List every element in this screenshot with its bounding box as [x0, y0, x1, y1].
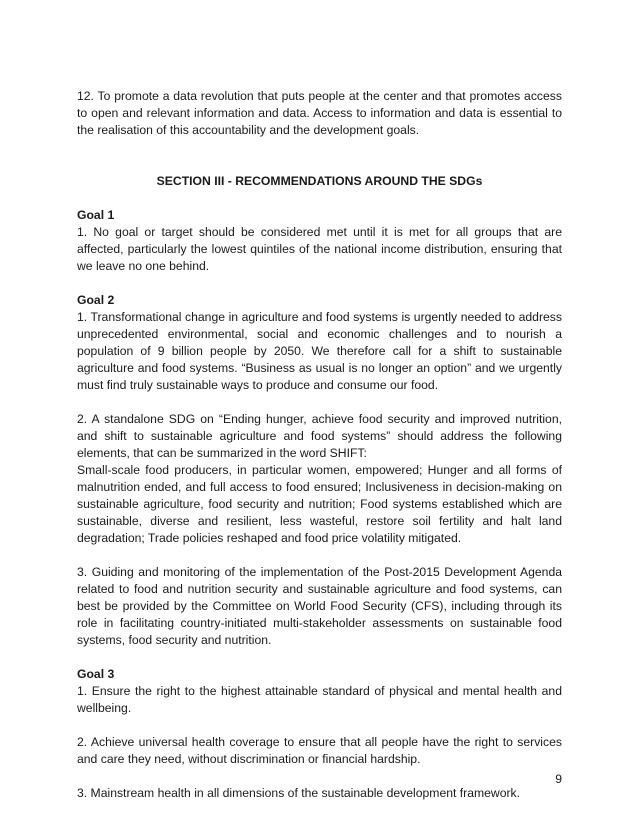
paragraph-12: 12. To promote a data revolution that puts people at the center and that promotes access to open and relevant information and data. Access to information and data is essential to the realisation of this accountability and the development goals.: [77, 89, 562, 137]
page-number: 9: [555, 772, 562, 786]
goal-1-title: Goal 1: [77, 208, 115, 222]
goal-3-paragraph-3: 3. Mainstream health in all dimensions of the sustainable development framework.: [77, 786, 521, 800]
goal-3-title: Goal 3: [77, 667, 115, 681]
document-body: [77, 88, 562, 802]
goal-2-title: Goal 2: [77, 293, 115, 307]
goal-2-paragraph-2: 2. A standalone SDG on “Ending hunger, achieve food security and improved nutrition, and shift to sustainable agriculture and food systems” should address the following elements, that can be summarized in the word SHIFT:: [77, 412, 562, 460]
section-heading: SECTION III - RECOMMENDATIONS AROUND THE SDGs: [156, 174, 483, 188]
goal-3-paragraph-2: 2. Achieve universal health coverage to ensure that all people have the right to services and care they need, without discrimination or financial hardship.: [77, 735, 562, 766]
goal-3-paragraph-1: 1. Ensure the right to the highest attainable standard of physical and mental health and wellbeing.: [77, 684, 562, 715]
goal-1-paragraph-1: 1. No goal or target should be considered met until it is met for all groups that are affected, particularly the lowest quintiles of the national income distribution, ensuring that we leave no one behind.: [77, 225, 562, 273]
goal-2-paragraph-3: 3. Guiding and monitoring of the implementation of the Post-2015 Development Agenda related to food and nutrition security and sustainable agriculture and food systems, can best be provided by the Committee on World Food Security (CFS), including through its role in facilitating country-initiated multi-stakeholder assessments on sustainable food systems, food security and nutrition.: [77, 565, 562, 647]
goal-2-shift-elements: Small-scale food producers, in particular women, empowered; Hunger and all forms of malnutrition ended, and full access to food ensured; Inclusiveness in decision-making on sustainable agriculture, food security and nutrition; Food systems established which are sustainable, diverse and resilient, less wasteful, restore soil fertility and halt land degradation; Trade policies reshaped and food price volatility mitigated.: [77, 463, 562, 545]
goal-2-paragraph-1: 1. Transformational change in agriculture and food systems is urgently needed to address unprecedented environmental, social and economic challenges and to nourish a population of 9 billion people by 2050. We therefore call for a shift to sustainable agriculture and food systems. “Business as usual is no longer an option” and we urgently must find truly sustainable ways to produce and consume our food.: [77, 310, 562, 392]
